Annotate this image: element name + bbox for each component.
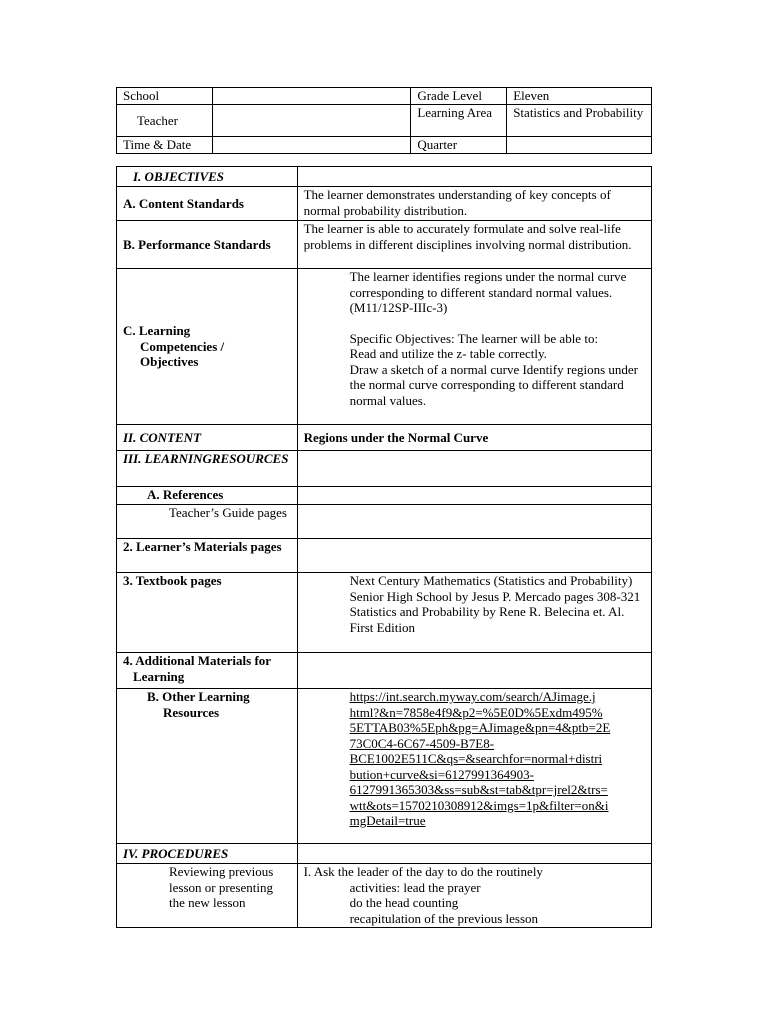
resource-link-line[interactable]: bution+curve&si=6127991364903- (349, 766, 534, 782)
other-resources-label (117, 689, 298, 844)
resource-link-line[interactable]: BCE1002E511C&qs=&searchfor=normal+distri (349, 751, 603, 766)
resource-link-line[interactable]: 6127991365303&ss=sub&st=tab&tpr=jrel2&trs= (349, 782, 608, 797)
resource-link-line[interactable]: wtt&ots=1570210308912&imgs=1p&filter=on&i (349, 797, 609, 813)
resources-heading: III. LEARNINGRESOURCES (117, 451, 298, 487)
procedure-steps (297, 864, 651, 928)
learning-area-value: Statistics and Probability (507, 105, 652, 137)
procedure-step: I. Ask the leader of the day to do the routinely (303, 864, 543, 879)
objectives-heading: I. OBJECTIVES (117, 167, 298, 187)
competencies-cell (297, 269, 651, 425)
additional-materials-label (117, 653, 298, 689)
content-standards-label: A. Content Standards (117, 187, 298, 221)
resource-link[interactable] (350, 689, 645, 829)
competencies-label-line: Competencies / (140, 338, 225, 354)
procedures-heading: IV. PROCEDURES (117, 844, 298, 864)
additional-materials-line: Learning (133, 668, 185, 684)
references-label: A. References (117, 487, 298, 505)
review-label: Reviewing previous lesson or presenting the new lesson (117, 864, 298, 928)
learners-materials-label: 2. Learner’s Materials pages (117, 539, 298, 573)
time-date-label: Time & Date (117, 137, 213, 154)
resource-link-line[interactable]: 73C0C4-6C67-4509-B7E8- (349, 735, 495, 751)
resource-link-line[interactable]: mgDetail=true (349, 813, 426, 828)
textbook-cell (297, 573, 651, 653)
quarter-label: Quarter (411, 137, 507, 154)
header-table (116, 87, 652, 154)
performance-standards-label: B. Performance Standards (117, 221, 298, 269)
content-value: Regions under the Normal Curve (297, 425, 651, 451)
grade-level-value: Eleven (507, 88, 652, 105)
school-value (212, 88, 410, 105)
content-standards-text: The learner demonstrates understanding of key concepts of normal probability distribution. (297, 187, 651, 221)
textbook-entry: Next Century Mathematics (Statistics and Probability) Senior High School by Jesus P. Mercado pages 308-321 (349, 573, 641, 604)
procedure-step: recapitulation of the previous lesson (349, 910, 539, 926)
time-date-value (212, 137, 410, 154)
procedure-step: do the head counting (349, 895, 459, 910)
lesson-plan-table (116, 166, 652, 928)
teachers-guide-label: Teacher’s Guide pages (117, 505, 298, 539)
grade-level-label: Grade Level (411, 88, 507, 105)
teacher-label: Teacher (117, 105, 213, 137)
resource-link-line[interactable]: 5ETTAB03%5Eph&pg=AJimage&pn=4&ptb=2E (349, 720, 611, 735)
specific-objective: Read and utilize the z- table correctly. (349, 346, 547, 361)
additional-materials-line: 4. Additional Materials for (123, 653, 272, 668)
specific-objectives-heading: Specific Objectives: The learner will be able to: (349, 330, 599, 346)
other-resources-cell (297, 689, 651, 844)
resource-link-line[interactable]: https://int.search.myway.com/search/AJimage.j (349, 689, 596, 704)
resource-link-line[interactable]: html?&n=7858e4f9&p2=%5E0D%5Exdm495% (349, 704, 603, 720)
competencies-text: The learner identifies regions under the normal curve corresponding to different standard normal values. (M11/12SP-IIIc-3) (349, 269, 627, 315)
content-heading: II. CONTENT (117, 425, 298, 451)
competencies-label-line: Objectives (140, 354, 199, 370)
competencies-label (117, 269, 298, 425)
performance-standards-text: The learner is able to accurately formulate and solve real-life problems in different disciplines involving normal distribution. (297, 221, 651, 269)
specific-objective: Draw a sketch of a normal curve Identify regions under the normal curve corresponding to different standard normal values. (349, 361, 638, 408)
procedure-step: activities: lead the prayer (349, 879, 481, 895)
competencies-label-line: C. Learning (123, 323, 191, 339)
teacher-value (212, 105, 410, 137)
other-resources-line: B. Other Learning (147, 689, 250, 704)
learning-area-label: Learning Area (411, 105, 507, 137)
other-resources-line: Resources (163, 704, 220, 720)
textbook-label: 3. Textbook pages (117, 573, 298, 653)
school-label: School (117, 88, 213, 105)
quarter-value (507, 137, 652, 154)
textbook-entry: Statistics and Probability by Rene R. Belecina et. Al. First Edition (349, 604, 625, 635)
